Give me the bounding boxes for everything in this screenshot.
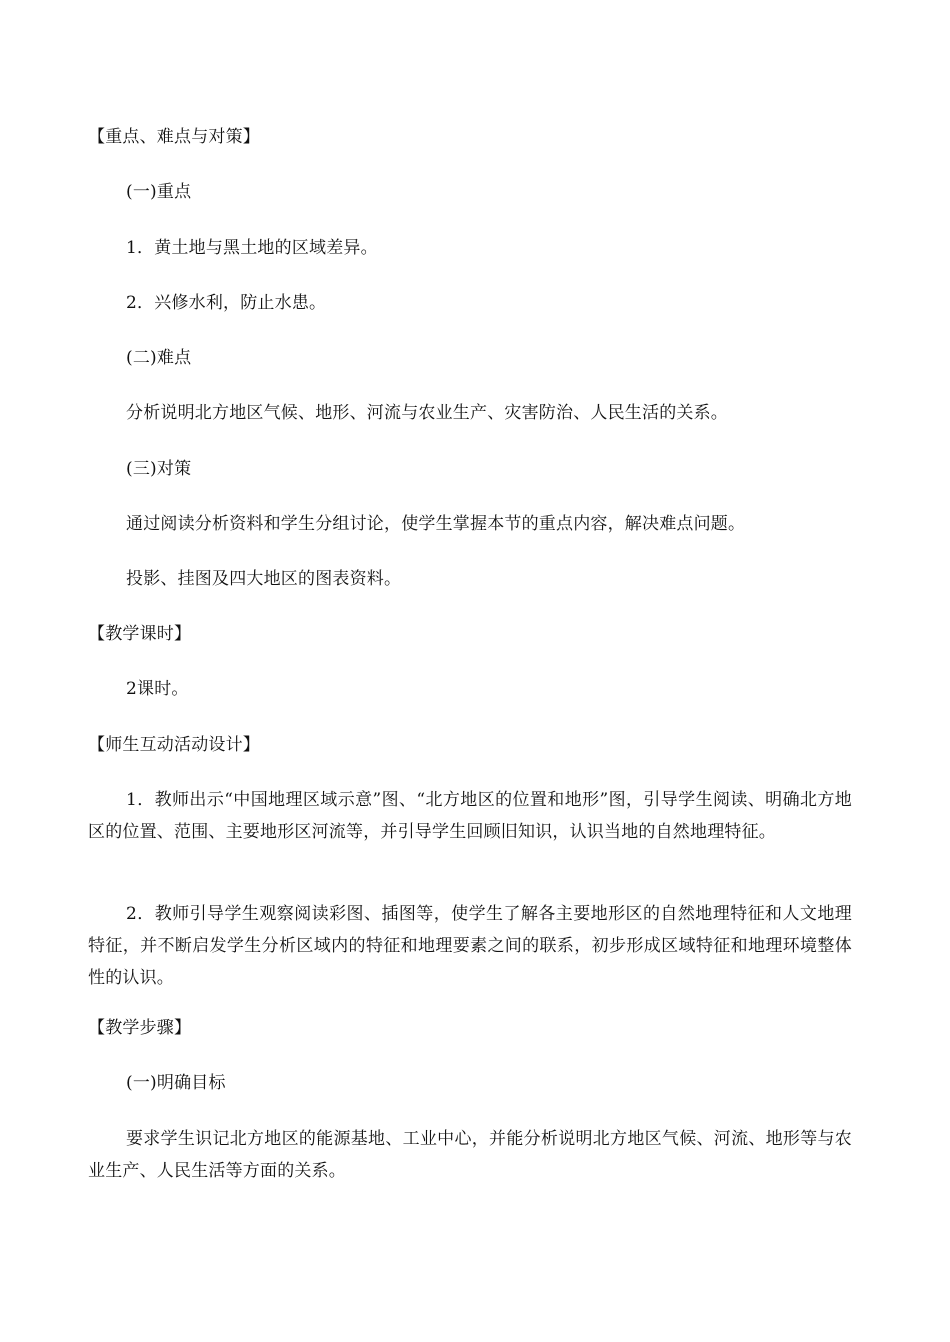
difficult-text: 分析说明北方地区气候、地形、河流与农业生产、灾害防治、人民生活的关系。	[126, 403, 728, 423]
hours-text: 2课时。	[126, 679, 189, 699]
key-item-2: 2．兴修水利，防止水患。	[126, 293, 327, 313]
strategy-subheading: (三)对策	[126, 459, 192, 479]
activity-heading: 【师生互动活动设计】	[88, 735, 260, 755]
difficult-subheading: (二)难点	[126, 348, 192, 368]
key-item-1: 1．黄土地与黑土地的区域差异。	[126, 238, 378, 258]
activity-paragraph-2: 2．教师引导学生观察阅读彩图、插图等，使学生了解各主要地形区的自然地理特征和人文地理特征，并不断启发学生分析区域内的特征和地理要素之间的联系，初步形成区域特征和地理环境整体性的认识。	[88, 904, 852, 988]
steps-subheading: (一)明确目标	[126, 1073, 226, 1093]
hours-heading: 【教学课时】	[88, 624, 192, 644]
steps-paragraph-1: 要求学生识记北方地区的能源基地、工业中心，并能分析说明北方地区气候、河流、地形等与农业生产、人民生活等方面的关系。	[88, 1129, 852, 1181]
key-points-heading: 【重点、难点与对策】	[88, 127, 260, 147]
strategy-text: 通过阅读分析资料和学生分组讨论，使学生掌握本节的重点内容，解决难点问题。	[126, 514, 746, 534]
materials-text: 投影、挂图及四大地区的图表资料。	[126, 569, 402, 589]
steps-heading: 【教学步骤】	[88, 1018, 192, 1038]
activity-paragraph-1: 1．教师出示“中国地理区域示意”图、“北方地区的位置和地形”图，引导学生阅读、明确北方地区的位置、范围、主要地形区河流等，并引导学生回顾旧知识，认识当地的自然地理特征。	[88, 790, 852, 842]
key-subheading: (一)重点	[126, 182, 192, 202]
